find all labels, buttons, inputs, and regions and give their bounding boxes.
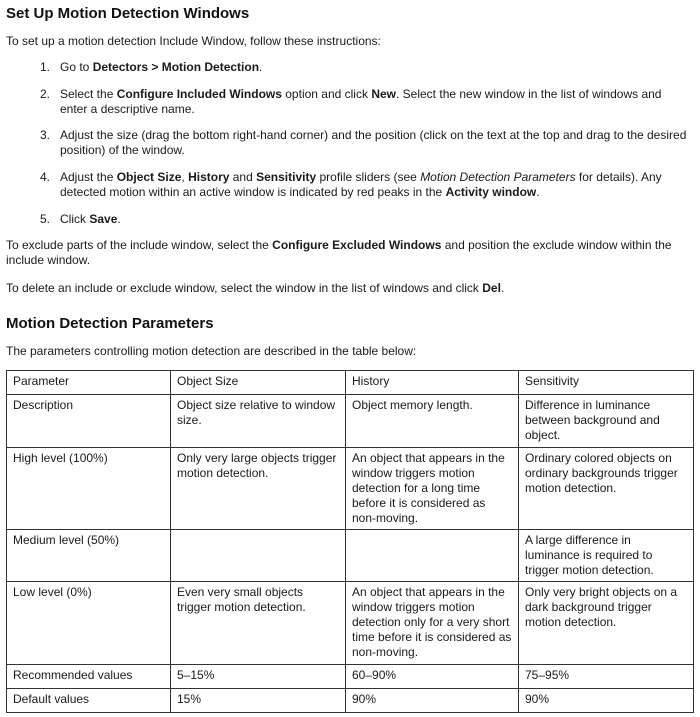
table-row bbox=[7, 530, 694, 582]
row-label: Recommended values bbox=[7, 665, 171, 689]
step-number: 1. bbox=[40, 60, 51, 74]
table-row bbox=[7, 448, 694, 530]
table-header-row bbox=[7, 371, 694, 395]
parameters-table bbox=[6, 370, 694, 713]
step-text: Adjust the size (drag the bottom right-hand corner) and the position (click on the text at the top and drag to the desired position) of the window. bbox=[60, 128, 687, 157]
step-text: Click Save. bbox=[60, 212, 121, 226]
table-cell: Only very bright objects on a dark background trigger motion detection. bbox=[519, 582, 694, 665]
table-cell: A large difference in luminance is required to trigger motion detection. bbox=[519, 530, 694, 582]
table-cell: Object size relative to window size. bbox=[171, 395, 346, 448]
step-text: Go to Detectors > Motion Detection. bbox=[60, 60, 263, 74]
table-cell: An object that appears in the window triggers motion detection only for a very short time before it is considered as non-moving. bbox=[346, 582, 519, 665]
table-cell bbox=[346, 530, 519, 582]
header-cell: History bbox=[346, 371, 519, 395]
exclude-window-paragraph: To exclude parts of the include window, select the Configure Excluded Windows and position the exclude window within the include window. bbox=[6, 238, 672, 267]
table-cell: Ordinary colored objects on ordinary backgrounds trigger motion detection. bbox=[519, 448, 694, 530]
header-cell: Object Size bbox=[171, 371, 346, 395]
header-cell: Sensitivity bbox=[519, 371, 694, 395]
table-cell: 60–90% bbox=[346, 665, 519, 689]
table-row bbox=[7, 689, 694, 713]
table-row bbox=[7, 665, 694, 689]
row-label: Medium level (50%) bbox=[7, 530, 171, 582]
step-number: 2. bbox=[40, 87, 51, 101]
row-label: High level (100%) bbox=[7, 448, 171, 530]
setup-intro: To set up a motion detection Include Window, follow these instructions: bbox=[6, 34, 381, 48]
table-cell: 90% bbox=[519, 689, 694, 713]
step-text: Select the Configure Included Windows option and click New. Select the new window in the list of windows and enter a descriptive name. bbox=[60, 87, 662, 116]
table-row bbox=[7, 395, 694, 448]
table-cell bbox=[171, 530, 346, 582]
row-label: Default values bbox=[7, 689, 171, 713]
table-cell: 75–95% bbox=[519, 665, 694, 689]
step-number: 4. bbox=[40, 170, 51, 184]
table-cell: Even very small objects trigger motion detection. bbox=[171, 582, 346, 665]
step-text: Adjust the Object Size, History and Sensitivity profile sliders (see Motion Detection Parameters for details). Any detected motion within an active window is indicated by red peaks in the Activity window. bbox=[60, 170, 662, 199]
step-number: 5. bbox=[40, 212, 51, 226]
header-cell: Parameter bbox=[7, 371, 171, 395]
section-title-parameters: Motion Detection Parameters bbox=[6, 315, 214, 332]
section-title-setup: Set Up Motion Detection Windows bbox=[6, 5, 250, 22]
table-cell: Only very large objects trigger motion detection. bbox=[171, 448, 346, 530]
row-label: Description bbox=[7, 395, 171, 448]
delete-window-paragraph: To delete an include or exclude window, select the window in the list of windows and click Del. bbox=[6, 281, 505, 295]
table-cell: Difference in luminance between background and object. bbox=[519, 395, 694, 448]
table-cell: An object that appears in the window triggers motion detection for a long time before it is considered as non-moving. bbox=[346, 448, 519, 530]
table-cell: 15% bbox=[171, 689, 346, 713]
table-cell: 5–15% bbox=[171, 665, 346, 689]
row-label: Low level (0%) bbox=[7, 582, 171, 665]
parameters-intro: The parameters controlling motion detection are described in the table below: bbox=[6, 344, 417, 358]
step-number: 3. bbox=[40, 128, 51, 142]
table-cell: 90% bbox=[346, 689, 519, 713]
table-cell: Object memory length. bbox=[346, 395, 519, 448]
table-row bbox=[7, 582, 694, 665]
